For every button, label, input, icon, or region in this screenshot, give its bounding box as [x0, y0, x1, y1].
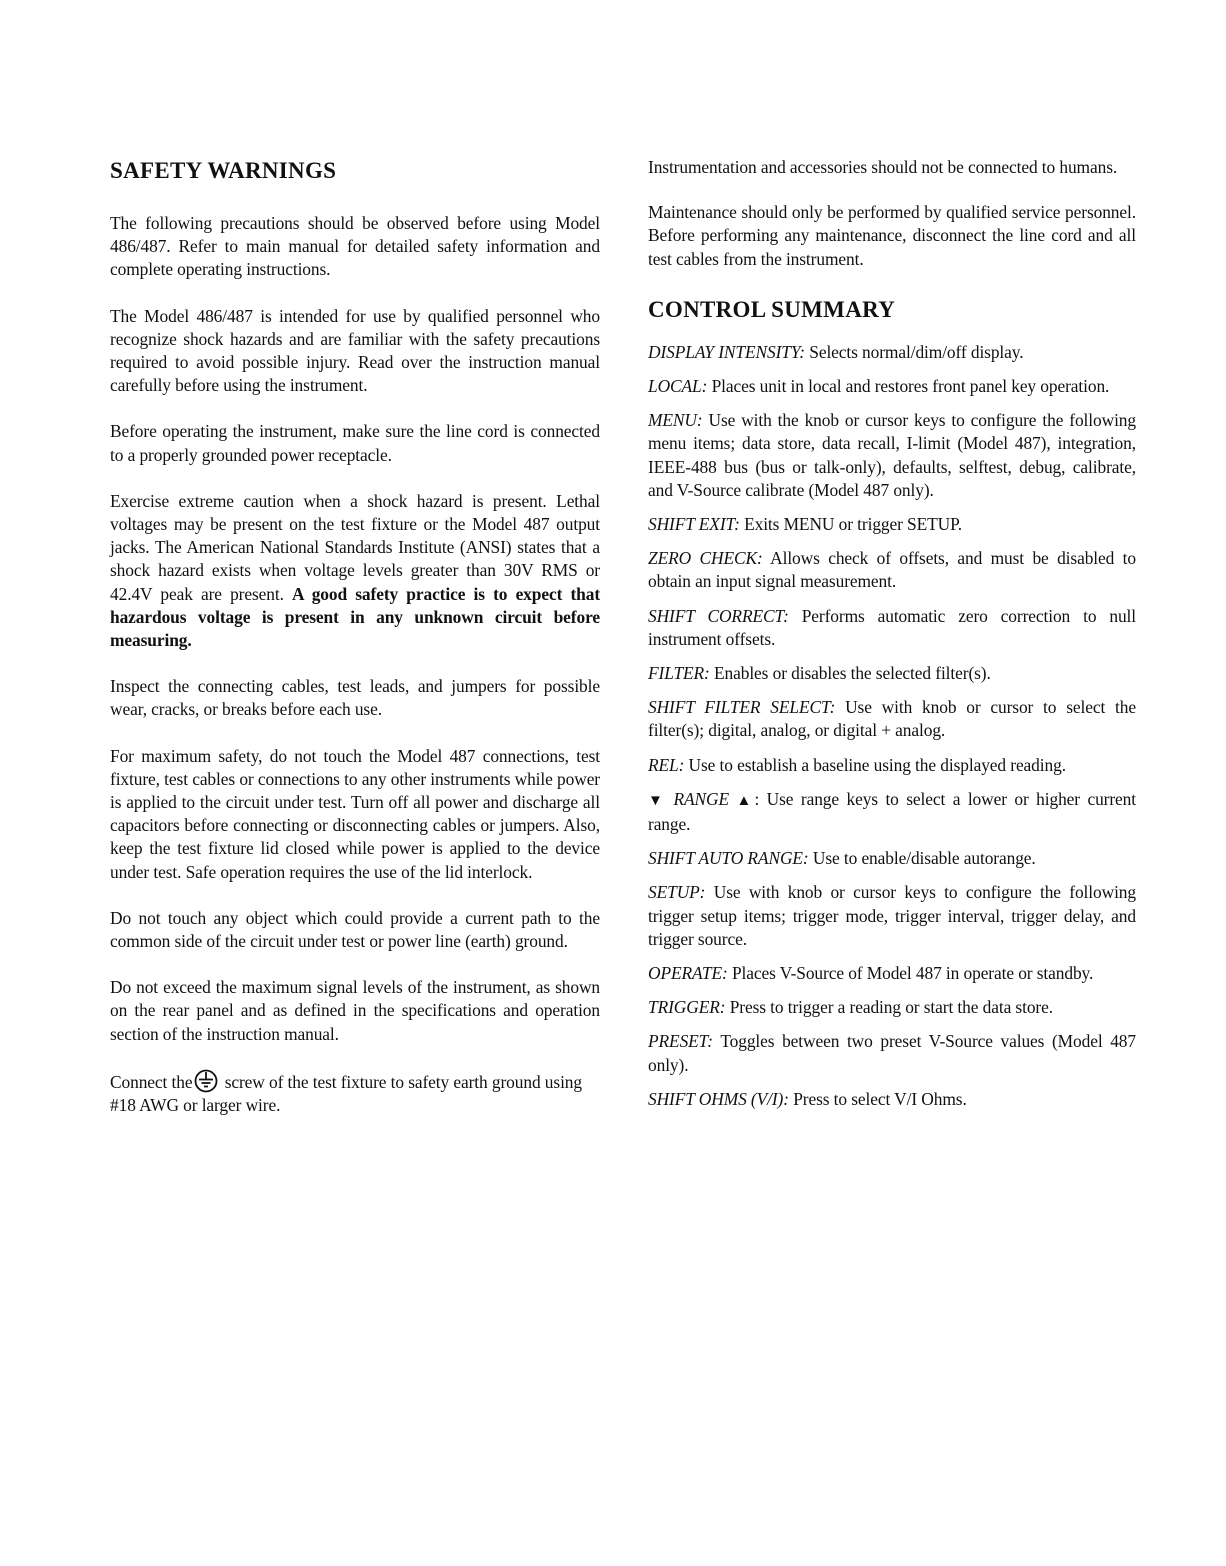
control-term: MENU: [648, 410, 703, 431]
range-up-arrow-icon: ▲ [736, 792, 755, 809]
max-signal-paragraph: Do not exceed the maximum signal levels of the instrument, as shown on the rear panel and as defined in the specifications and operation section of the instruction manual. [110, 977, 600, 1044]
control-item-rel [648, 754, 1136, 777]
control-term: SHIFT OHMS (V/I): [648, 1088, 789, 1109]
line-cord-paragraph: Before operating the instrument, make sure the line cord is connected to a properly grounded power receptacle. [110, 421, 600, 465]
control-desc: Press to select V/I Ohms. [788, 1088, 967, 1109]
control-term: REL: [648, 754, 685, 775]
control-desc: Places V-Source of Model 487 in operate or standby. [727, 963, 1094, 984]
control-desc: Performs automatic zero correction to null instrument offsets. [648, 605, 1136, 649]
control-term: SHIFT EXIT: [648, 514, 740, 535]
control-item-operate [648, 962, 1136, 985]
safety-warnings-column [110, 156, 600, 1140]
control-item-shift-correct [648, 605, 1136, 651]
control-desc: Use with knob or cursor keys to configure the following trigger setup items; trigger mode, trigger interval, trigger delay, and trigger source. [648, 882, 1136, 949]
inspect-cables-paragraph: Inspect the connecting cables, test leads, and jumpers for possible wear, cracks, or breaks before each use. [110, 676, 600, 720]
control-term: OPERATE: [648, 963, 728, 984]
shock-hazard-bold-text: A good safety practice is to expect that hazardous voltage is present in any unknown circuit before measuring. [110, 583, 601, 651]
control-desc: Selects normal/dim/off display. [805, 341, 1024, 362]
maximum-safety-paragraph: For maximum safety, do not touch the Model 487 connections, test fixture, test cables or connections to any other instruments while power is applied to the circuit under test. Turn off all power and discharge all capacitors before connecting or disconnecting cables or jumpers. Also, keep the test fixture lid closed while power is applied to the device under test. Safe operation requires the use of the lid interlock. [110, 745, 600, 882]
control-item-trigger [648, 996, 1136, 1019]
shock-hazard-text: Exercise extreme caution when a shock hazard is present. Lethal voltages may be present on the test fixture or the Model 487 output jacks. The American National Standards Institute (ANSI) states that a shock hazard exists when voltage levels greater than 30V RMS or 42.4V peak are present. [110, 490, 600, 604]
control-desc: Press to trigger a reading or start the data store. [725, 997, 1053, 1018]
control-desc: Use with knob or cursor to select the filter(s); digital, analog, or digital + analog. [648, 697, 1136, 741]
control-item-local [648, 375, 1136, 398]
maintenance-paragraph: Maintenance should only be performed by qualified service personnel. Before performing any maintenance, disconnect the line cord and all test cables from the instrument. [648, 202, 1136, 269]
control-term: FILTER: [648, 663, 710, 684]
do-not-touch-paragraph: Do not touch any object which could provide a current path to the common side of the circuit under test or power line (earth) ground. [110, 907, 600, 952]
control-term: TRIGGER: [648, 997, 726, 1018]
range-down-arrow-icon: ▼ [648, 792, 666, 809]
control-item-setup [648, 881, 1136, 951]
protective-earth-ground-icon [194, 1069, 218, 1093]
control-term: PRESET: [648, 1031, 713, 1052]
control-term: SHIFT CORRECT: [648, 605, 789, 626]
control-item-shift-ohms [648, 1088, 1136, 1111]
right-column [648, 156, 1136, 1122]
control-item-shift-exit [648, 513, 1136, 536]
control-term: LOCAL: [648, 376, 708, 397]
humans-paragraph: Instrumentation and accessories should not be connected to humans. [648, 157, 1118, 177]
control-summary-heading: CONTROL SUMMARY [648, 296, 896, 322]
control-term: RANGE [673, 788, 729, 809]
control-term: ZERO CHECK: [648, 548, 763, 569]
control-desc: Allows check of offsets, and must be disabled to obtain an input signal measurement. [648, 548, 1136, 592]
control-item-shift-auto-range [648, 847, 1136, 870]
control-term: SETUP: [648, 882, 706, 903]
ground-screw-paragraph [110, 1069, 600, 1117]
control-item-range [648, 788, 1136, 836]
control-desc: Use with the knob or cursor keys to configure the following menu items; data store, data recall, I-limit (Model 487), integration, IEEE-488 bus (bus or talk-only), defaults, selftest, debug, calibrate, and V-Source calibrate (Model 487 only). [648, 410, 1136, 500]
control-desc: Places unit in local and restores front panel key operation. [707, 376, 1110, 397]
qualified-personnel-paragraph: The Model 486/487 is intended for use by qualified personnel who recognize shock hazards and are familiar with the safety precautions required to avoid possible injury. Read over the instruction manual carefully before using the instrument. [110, 305, 600, 396]
control-term: SHIFT AUTO RANGE: [648, 848, 809, 869]
control-item-zero-check [648, 547, 1136, 593]
control-desc: Toggles between two preset V-Source values (Model 487 only). [648, 1031, 1136, 1075]
control-item-preset [648, 1030, 1136, 1076]
control-item-display-intensity [648, 341, 1136, 364]
control-desc: Exits MENU or trigger SETUP. [739, 514, 963, 535]
ground-screw-text-before: Connect the [110, 1071, 193, 1092]
ground-screw-text-after: screw of the test fixture to safety earth ground using #18 AWG or larger wire. [110, 1071, 582, 1116]
control-item-menu [648, 409, 1136, 502]
control-desc: Enables or disables the selected filter(s). [709, 663, 991, 684]
safety-intro-paragraph: The following precautions should be observed before using Model 486/487. Refer to main manual for detailed safety information and complete operating instructions. [110, 213, 600, 280]
safety-warnings-heading: SAFETY WARNINGS [110, 158, 337, 183]
control-desc: : Use range keys to select a lower or higher current range. [648, 788, 1137, 835]
control-desc: Use to enable/disable autorange. [808, 848, 1036, 869]
control-item-filter [648, 662, 1136, 685]
shock-hazard-paragraph [110, 490, 600, 652]
control-item-shift-filter-select [648, 696, 1136, 742]
control-term: SHIFT FILTER SELECT: [648, 697, 836, 718]
control-term: DISPLAY INTENSITY: [648, 341, 805, 362]
control-desc: Use to establish a baseline using the displayed reading. [684, 754, 1066, 775]
